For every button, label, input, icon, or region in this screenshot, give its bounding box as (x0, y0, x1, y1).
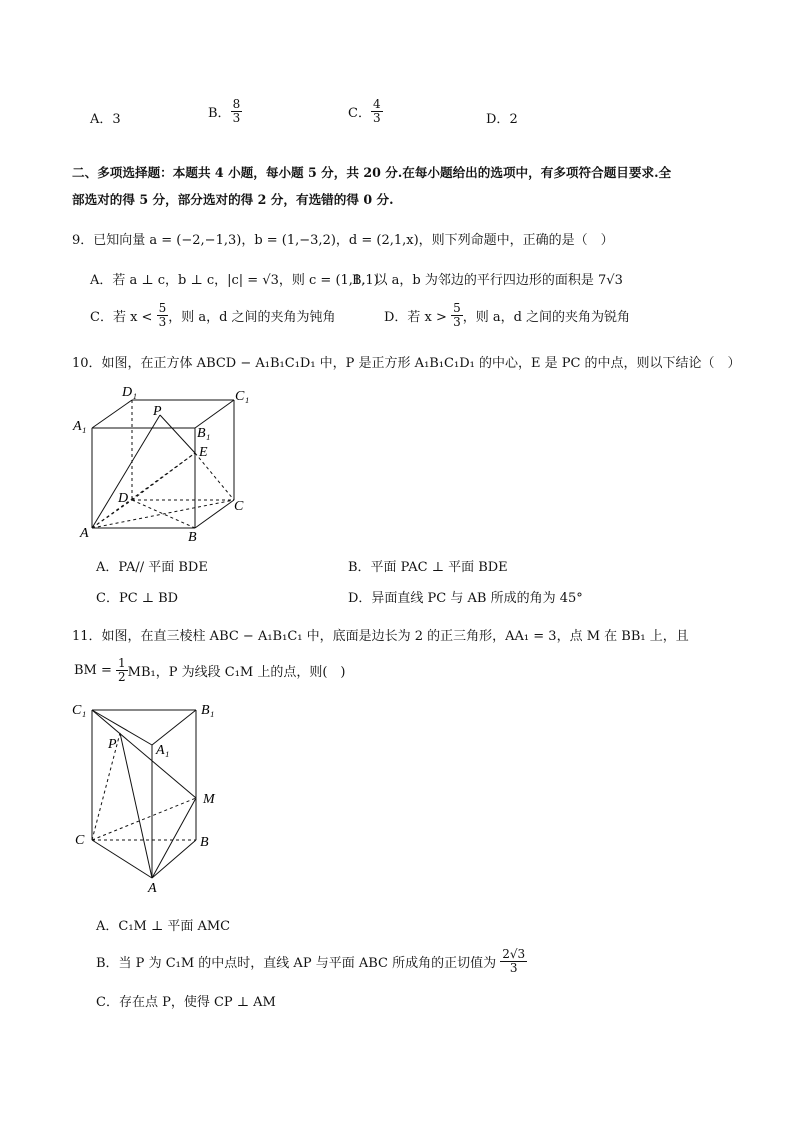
option-text: D．若 x > (384, 310, 447, 325)
denominator: 2 (118, 670, 126, 684)
q10-option-c: C．PC ⊥ BD (96, 591, 179, 606)
denominator: 3 (509, 961, 518, 975)
numerator: 1 (118, 656, 126, 670)
q11-option-a: A．C₁M ⊥ 平面 AMC (96, 919, 231, 934)
q9-option-a: A．若 a ⊥ c，b ⊥ c，|c| = √3，则 c = (1,1,1) (90, 273, 379, 288)
label-P: P (108, 737, 117, 752)
option-text: C．若 x < (90, 310, 153, 325)
fraction (157, 302, 169, 329)
q10-option-a: A．PA// 平面 BDE (96, 560, 208, 575)
label-C: C (75, 833, 85, 848)
option-text: ，则 a，d 之间的夹角为钝角 (168, 310, 336, 325)
q11-prism-figure (68, 695, 228, 895)
label-C: C (234, 499, 244, 514)
q8-option-b (208, 98, 242, 125)
numerator: 2√3 (502, 947, 526, 961)
q11-stem-line2 (74, 657, 346, 684)
option-label: B． (208, 106, 231, 121)
q11-option-b (96, 948, 527, 975)
q9-option-d (384, 302, 630, 329)
option-label: C． (348, 106, 371, 121)
option-value: 3 (112, 112, 121, 127)
option-value: 2 (509, 112, 518, 127)
q8-option-c (348, 98, 383, 125)
fraction (116, 657, 128, 684)
numerator: 5 (453, 301, 461, 315)
denominator: 3 (232, 111, 241, 125)
fraction (371, 98, 383, 125)
label-A: A (80, 526, 89, 541)
section2-line2: 部选对的得 5 分，部分选对的得 2 分，有选错的得 0 分. (72, 192, 394, 207)
q10-option-d: D．异面直线 PC 与 AB 所成的角为 45° (348, 591, 583, 606)
q9-option-c (90, 302, 336, 329)
label-B1: B₁ (197, 426, 211, 441)
label-P: P (153, 404, 162, 419)
label-A: A (148, 881, 157, 895)
q8-option-d (486, 108, 518, 127)
denominator: 3 (453, 315, 461, 329)
q11-option-c: C．存在点 P，使得 CP ⊥ AM (96, 995, 276, 1010)
label-B1: B₁ (201, 703, 215, 718)
section2-line1: 二、多项选择题：本题共 4 小题，每小题 5 分，共 20 分.在每小题给出的选项中，有多项符合题目要求.全 (72, 165, 672, 180)
stem-text: MB₁，P 为线段 C₁M 上的点，则( ) (127, 665, 346, 680)
fraction (451, 302, 463, 329)
q9-option-b: B．以 a，b 为邻边的平行四边形的面积是 7√3 (352, 273, 623, 288)
numerator: 4 (372, 97, 381, 111)
q10-stem: 10．如图，在正方体 ABCD − A₁B₁C₁D₁ 中，P 是正方形 A₁B₁C₁D₁ 的中心，E 是 PC 的中点，则以下结论（ ） (72, 356, 741, 371)
option-label: A． (90, 112, 113, 127)
stem-text: BM = (74, 663, 112, 678)
q10-cube-figure (70, 378, 260, 546)
label-D: D (118, 491, 129, 506)
fraction (500, 948, 527, 975)
q9-stem: 9．已知向量 a = (−2,−1,3)，b = (1,−3,2)，d = (2,1,x)，则下列命题中，正确的是（ ） (72, 233, 614, 248)
denominator: 3 (158, 315, 167, 329)
label-B: B (188, 530, 197, 545)
fraction (231, 98, 243, 125)
q11-stem-line1: 11．如图，在直三棱柱 ABC − A₁B₁C₁ 中，底面是边长为 2 的正三角形，AA₁ = 3，点 M 在 BB₁ 上，且 (72, 629, 689, 644)
option-text: B．当 P 为 C₁M 的中点时，直线 AP 与平面 ABC 所成角的正切值为 (96, 956, 497, 971)
label-M: M (203, 792, 215, 807)
label-B: B (200, 835, 209, 850)
label-C1: C₁ (72, 703, 87, 718)
q8-option-a (90, 108, 121, 127)
numerator: 8 (232, 97, 241, 111)
option-text: ，则 a，d 之间的夹角为锐角 (462, 310, 631, 325)
label-E: E (199, 445, 208, 460)
label-A1: A₁ (73, 419, 87, 434)
label-D1: D₁ (122, 385, 137, 400)
numerator: 5 (158, 301, 167, 315)
denominator: 3 (372, 111, 381, 125)
label-A1: A₁ (156, 743, 170, 758)
label-C1: C₁ (235, 389, 250, 404)
option-label: D． (486, 112, 510, 127)
q10-option-b: B．平面 PAC ⊥ 平面 BDE (348, 560, 508, 575)
